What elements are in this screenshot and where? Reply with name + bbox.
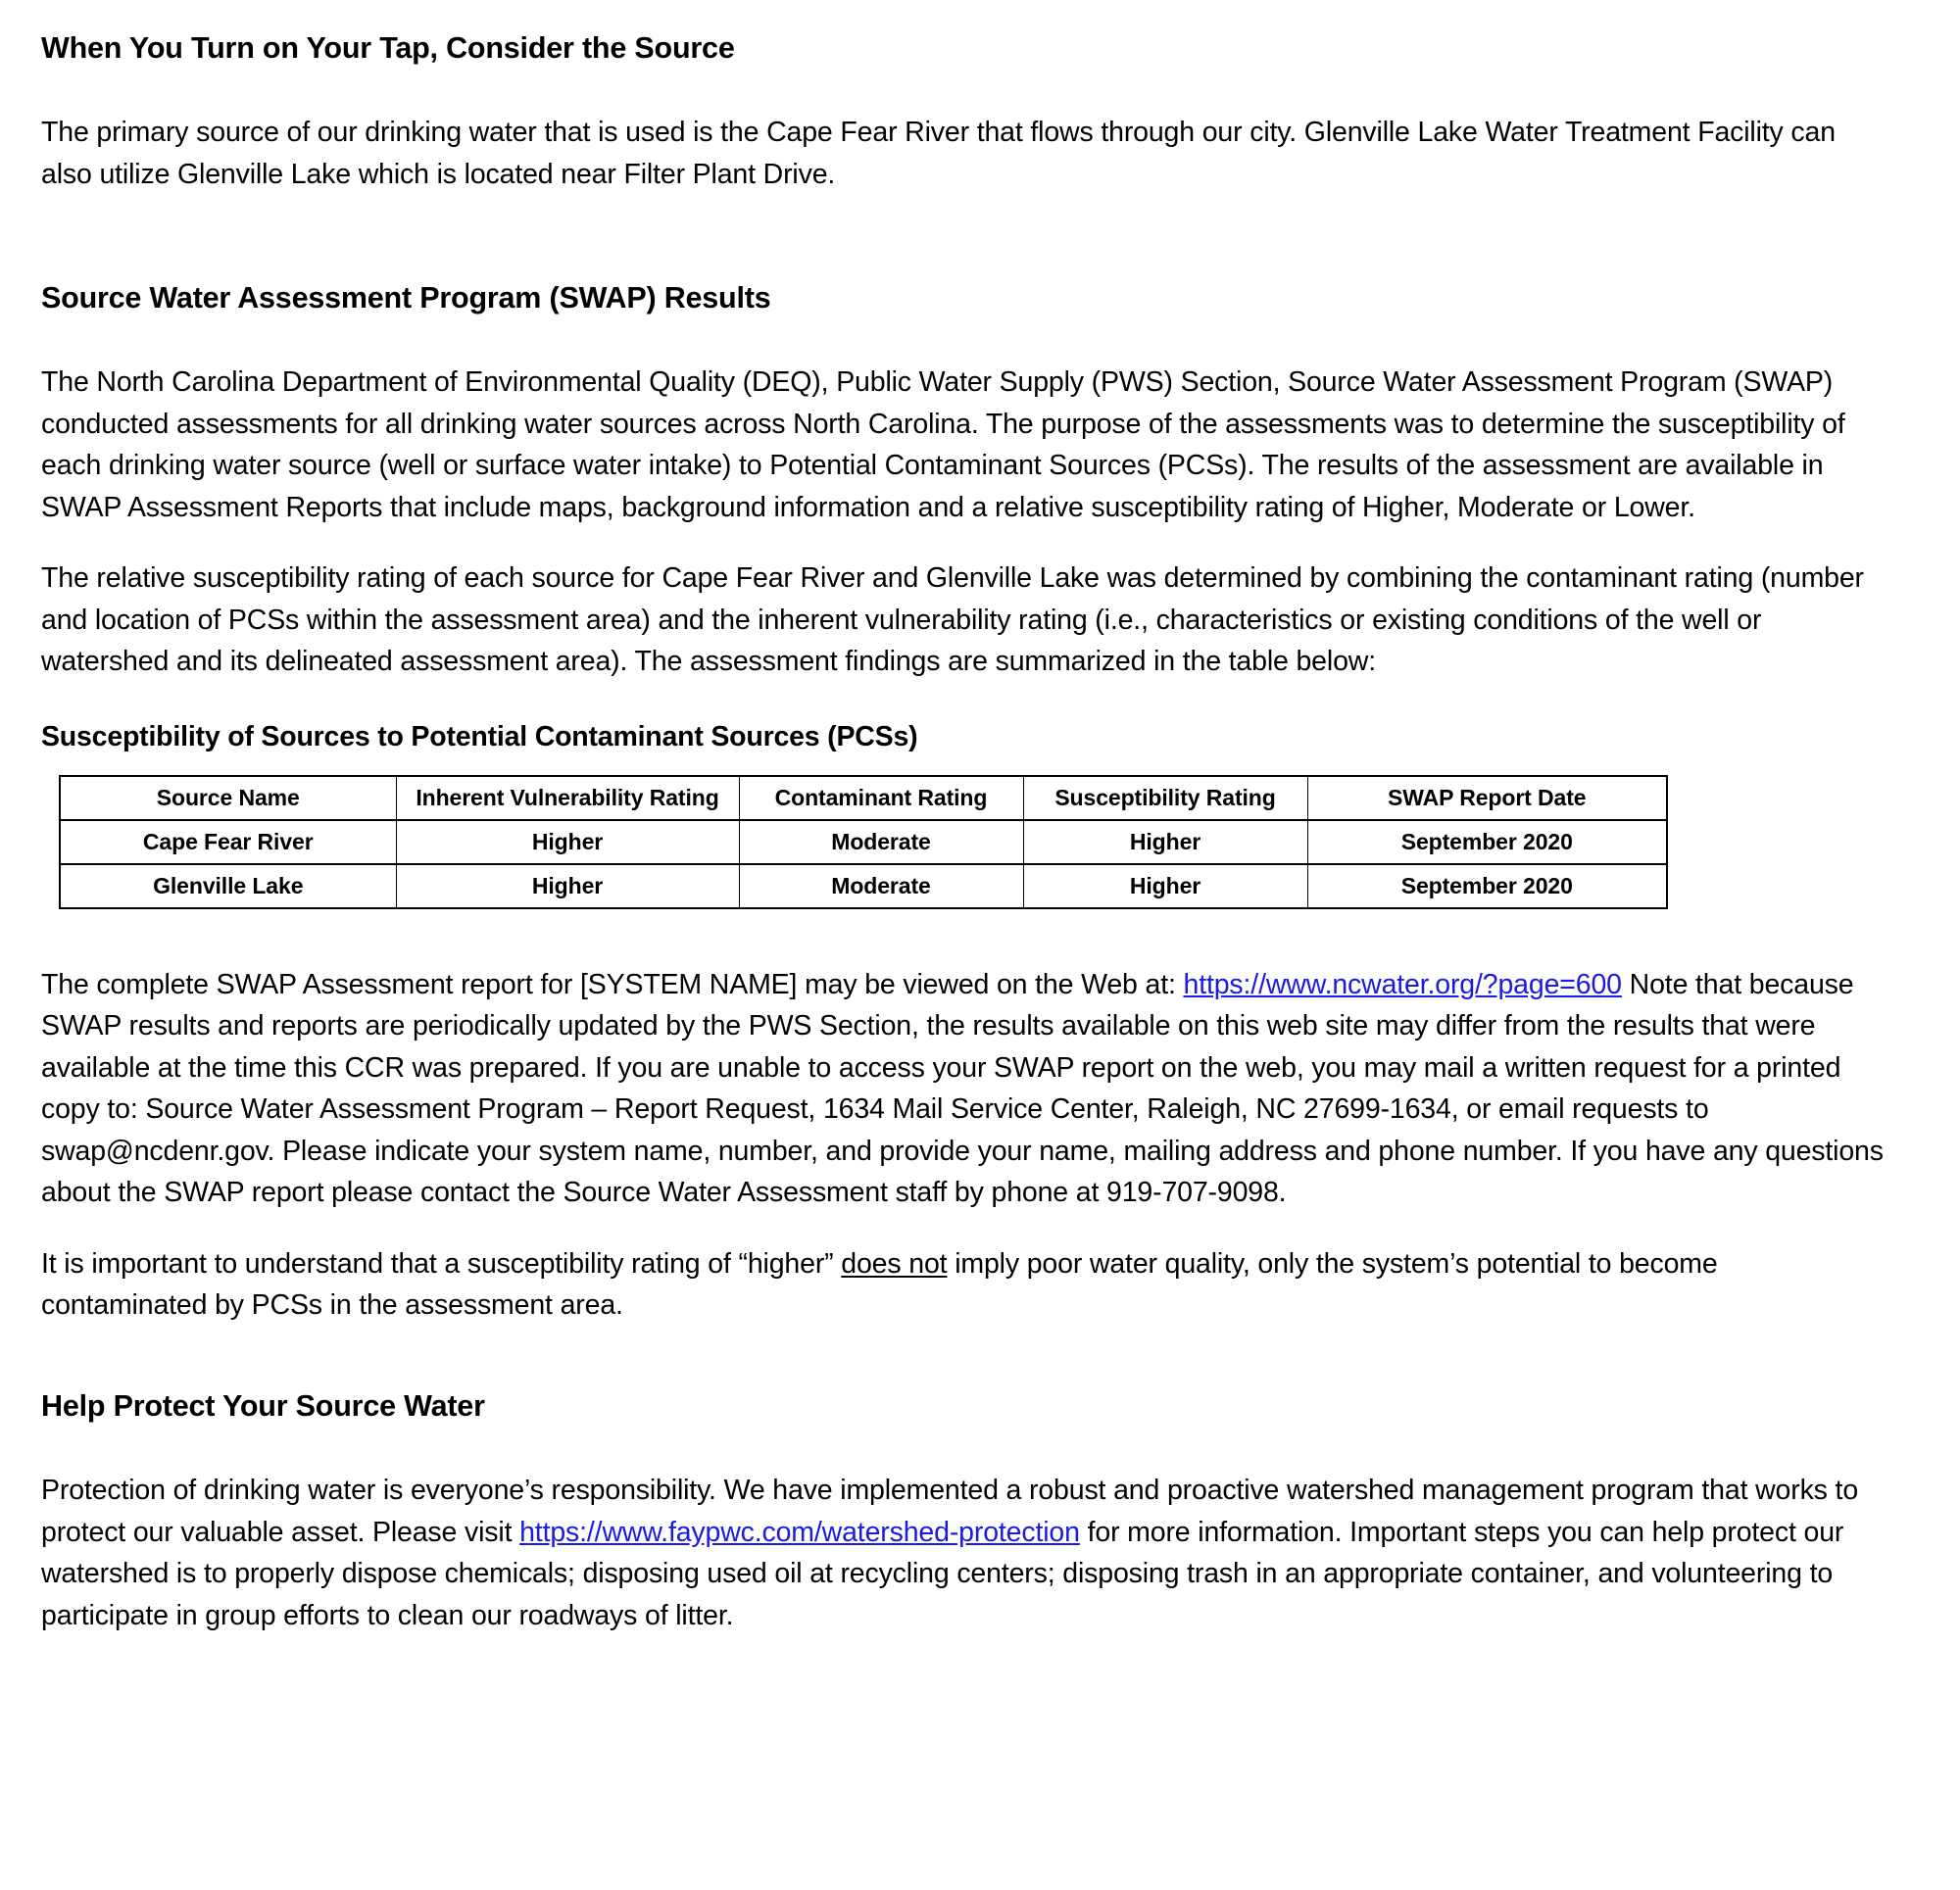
paragraph-protect-source-water <box>41 1470 1884 1636</box>
spacer <box>41 909 1884 964</box>
spacer <box>41 195 1884 279</box>
spacer <box>41 1327 1884 1387</box>
spacer <box>41 67 1884 112</box>
cell-swap-report-date: September 2020 <box>1307 820 1667 864</box>
cell-swap-report-date: September 2020 <box>1307 864 1667 908</box>
spacer <box>41 1425 1884 1470</box>
swap-report-lead-text: The complete SWAP Assessment report for [SYSTEM NAME] may be viewed on the Web at: <box>41 968 1184 1000</box>
cell-inherent-vulnerability-rating: Higher <box>396 864 739 908</box>
column-header-swap-report-date: SWAP Report Date <box>1307 776 1667 820</box>
spacer <box>41 528 1884 557</box>
paragraph-susceptibility-note <box>41 1243 1884 1327</box>
spacer <box>41 753 1884 775</box>
spacer <box>41 683 1884 720</box>
spacer <box>41 316 1884 362</box>
table-header-row <box>60 776 1667 820</box>
paragraph-primary-source: The primary source of our drinking water that is used is the Cape Fear River that flows through our city. Glenville Lake Water Treatment Facility can also utilize Glenville Lake which is located near Filter Plant Drive. <box>41 117 1836 190</box>
susceptibility-table-wrapper <box>59 775 1587 909</box>
heading-consider-the-source: When You Turn on Your Tap, Consider the Source <box>41 31 735 65</box>
cell-contaminant-rating: Moderate <box>739 864 1023 908</box>
protect-paragraph-before: Protection of drinking water is everyone’s responsibility. We have implemented a robust and proactive watershed management program that works to protect our valuable asset. Please visit <box>41 1475 1859 1548</box>
cell-source-name: Glenville Lake <box>60 864 396 908</box>
paragraph-swap-report-access <box>41 964 1884 1214</box>
paragraph-relative-susceptibility: The relative susceptibility rating of each source for Cape Fear River and Glenville Lake was determined by combining the contaminant rating (number and location of PCSs within the assessment area) and the inherent vulnerability rating (i.e., characteristics or existing conditions of the well or watershed and its delineated assessment area). The assessment findings are summarized in the table below: <box>41 562 1864 678</box>
column-header-contaminant-rating: Contaminant Rating <box>739 776 1023 820</box>
document-content <box>41 29 1884 1636</box>
cell-source-name: Cape Fear River <box>60 820 396 864</box>
table-caption-susceptibility: Susceptibility of Sources to Potential Contaminant Sources (PCSs) <box>41 720 918 752</box>
susceptibility-table <box>59 775 1668 909</box>
table-row <box>60 820 1667 864</box>
heading-help-protect-source-water: Help Protect Your Source Water <box>41 1388 485 1423</box>
column-header-inherent-vulnerability-rating: Inherent Vulnerability Rating <box>396 776 739 820</box>
heading-swap-results: Source Water Assessment Program (SWAP) Results <box>41 281 771 315</box>
cell-susceptibility-rating: Higher <box>1023 820 1307 864</box>
table-row <box>60 864 1667 908</box>
cell-susceptibility-rating: Higher <box>1023 864 1307 908</box>
column-header-susceptibility-rating: Susceptibility Rating <box>1023 776 1307 820</box>
faypwc-watershed-protection-link[interactable]: https://www.faypwc.com/watershed-protection <box>519 1516 1080 1548</box>
susceptibility-note-after: imply poor water quality, only the system’s potential to become contaminated by PCSs in the assessment area. <box>41 1247 1718 1322</box>
ncwater-link[interactable]: https://www.ncwater.org/?page=600 <box>1183 968 1622 1000</box>
does-not-emphasis: does not <box>841 1247 948 1280</box>
cell-inherent-vulnerability-rating: Higher <box>396 820 739 864</box>
column-header-source-name: Source Name <box>60 776 396 820</box>
spacer <box>41 1214 1884 1243</box>
susceptibility-note-before: It is important to understand that a susceptibility rating of “higher” <box>41 1247 842 1280</box>
protect-paragraph-after: for more information. Important steps you can help protect our watershed is to properly dispose chemicals; disposing used oil at recycling centers; disposing trash in an appropriate container, and volunteering to participate in group efforts to clean our roadways of litter. <box>41 1516 1844 1631</box>
swap-report-rest-text: Note that because SWAP results and reports are periodically updated by the PWS Section, the results available on this web site may differ from the results that were available at the time this CCR was prepared. If you are unable to access your SWAP report on the web, you may mail a written request for a printed copy to: Source Water Assessment Program – Report Request, 1634 Mail Service Center, Raleigh, NC 27699-1634, or email requests to swap@ncdenr.gov. Please indicate your system name, number, and provide your name, mailing address and phone number. If you have any questions about the SWAP report please contact the Source Water Assessment staff by phone at 919-707-9098. <box>41 968 1884 1209</box>
cell-contaminant-rating: Moderate <box>739 820 1023 864</box>
paragraph-swap-overview: The North Carolina Department of Environmental Quality (DEQ), Public Water Supply (PWS) Section, Source Water Assessment Program (SWAP) conducted assessments for all drinking water sources across North Carolina. The purpose of the assessments was to determine the susceptibility of each drinking water source (well or surface water intake) to Potential Contaminant Sources (PCSs). The results of the assessment are available in SWAP Assessment Reports that include maps, background information and a relative susceptibility rating of Higher, Moderate or Lower. <box>41 366 1845 523</box>
